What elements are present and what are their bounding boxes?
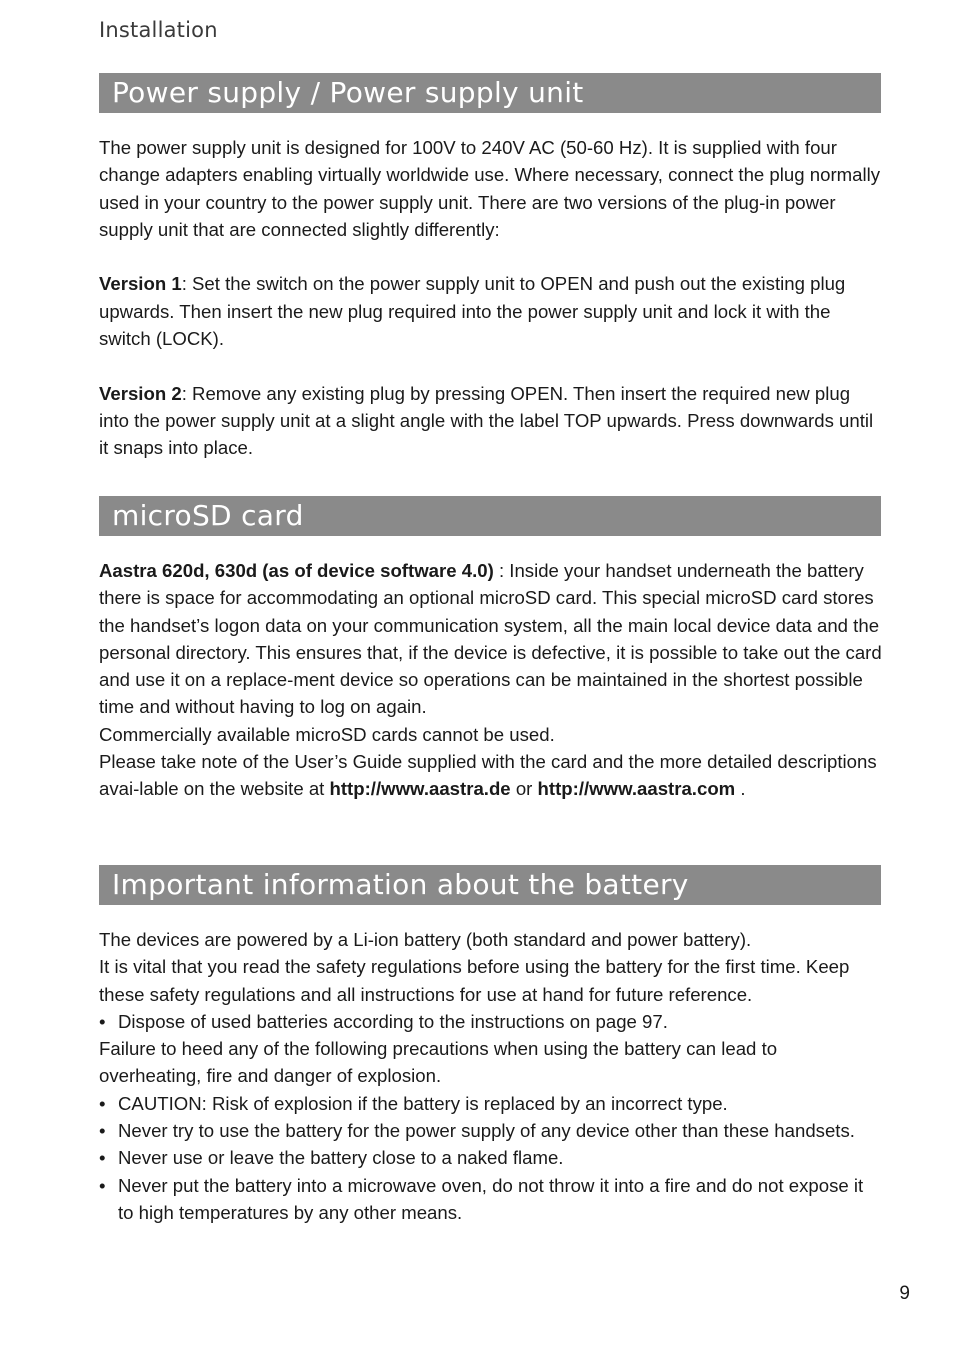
section-body-microsd <box>99 557 883 803</box>
disposal-list <box>99 1008 883 1035</box>
list-item <box>99 1144 883 1171</box>
microsd-paragraph <box>99 557 883 721</box>
power-supply-intro: The power supply unit is designed for 100V to 240V AC (50-60 Hz). It is supplied with four change adapters enabling virtually worldwide use. Where necessary, connect the plug normally used in your country to the power supply unit. There are two versions of the plug-in power supply unit that are connected slightly differently: <box>99 137 881 240</box>
page-number: 9 <box>899 1283 910 1304</box>
models-label: Aastra 620d, 630d (as of device software 4.0) <box>99 560 494 581</box>
section-heading-battery: Important information about the battery <box>99 865 881 905</box>
guide-text: Please take note of the User’s Guide supplied with the card and the more detailed descriptions avai-lable on the website at <box>99 751 877 800</box>
bullet-icon: • <box>99 1174 106 1196</box>
website-link-com[interactable]: http://www.aastra.com <box>537 778 736 800</box>
guide-paragraph <box>99 748 883 803</box>
models-text: : Inside your handset underneath the battery there is space for accommodating an optional microSD card. This special microSD card stores the handset’s logon data on your communication system, all the main local device data and the personal directory. This ensures that, if the device is defective, it is possible to take out the card and use it on a replace-ment device so operations can be maintained in the shortest possible time and without having to log on again. <box>99 560 882 718</box>
version-2-label: Version 2 <box>99 382 182 404</box>
list-item <box>99 1172 883 1227</box>
precautions-list <box>99 1090 883 1226</box>
running-header: Installation <box>99 18 218 42</box>
battery-safety-note: It is vital that you read the safety regulations before using the battery for the first time. Keep these safety regulations and all instructions for use at hand for future reference. <box>99 956 850 1005</box>
bullet-icon: • <box>99 1147 106 1169</box>
list-item-text: Never put the battery into a microwave oven, do not throw it into a fire and do not expose it to high temperatures by any other means. <box>118 1174 864 1223</box>
website-link-de[interactable]: http://www.aastra.de <box>329 778 511 800</box>
section-body-power-supply <box>99 134 883 462</box>
bullet-icon: • <box>99 1120 106 1142</box>
list-item-text: Never use or leave the battery close to a naked flame. <box>118 1147 564 1169</box>
section-body-battery <box>99 926 883 1226</box>
battery-intro: The devices are powered by a Li-ion battery (both standard and power battery). <box>99 929 752 950</box>
list-item <box>99 1090 883 1117</box>
list-item-text: Dispose of used batteries according to the instructions on page 97. <box>118 1010 668 1032</box>
list-item <box>99 1117 883 1144</box>
section-heading-power-supply: Power supply / Power supply unit <box>99 73 881 113</box>
list-item-text: Never try to use the battery for the power supply of any device other than these handsets. <box>118 1120 855 1142</box>
commercial-note: Commercially available microSD cards cannot be used. <box>99 723 555 745</box>
section-heading-microsd: microSD card <box>99 496 881 536</box>
version-1-text: : Set the switch on the power supply unit to OPEN and push out the existing plug upwards. Then insert the new plug required into the power supply unit and lock it with the switch (LOCK). <box>99 273 846 350</box>
list-item-text: CAUTION: Risk of explosion if the battery is replaced by an incorrect type. <box>118 1092 728 1114</box>
battery-warning: Failure to heed any of the following precautions when using the battery can lead to overheating, fire and danger of explosion. <box>99 1038 778 1087</box>
version-2-paragraph <box>99 380 883 462</box>
guide-end: . <box>735 778 746 800</box>
version-1-label: Version 1 <box>99 273 182 295</box>
version-1-paragraph <box>99 270 883 352</box>
bullet-icon: • <box>99 1092 106 1114</box>
bullet-icon: • <box>99 1010 106 1032</box>
list-item <box>99 1008 883 1035</box>
version-2-text: : Remove any existing plug by pressing OPEN. Then insert the required new plug into the power supply unit at a slight angle with the label TOP upwards. Press downwards until it snaps into place. <box>99 382 874 459</box>
or-text: or <box>510 778 538 800</box>
